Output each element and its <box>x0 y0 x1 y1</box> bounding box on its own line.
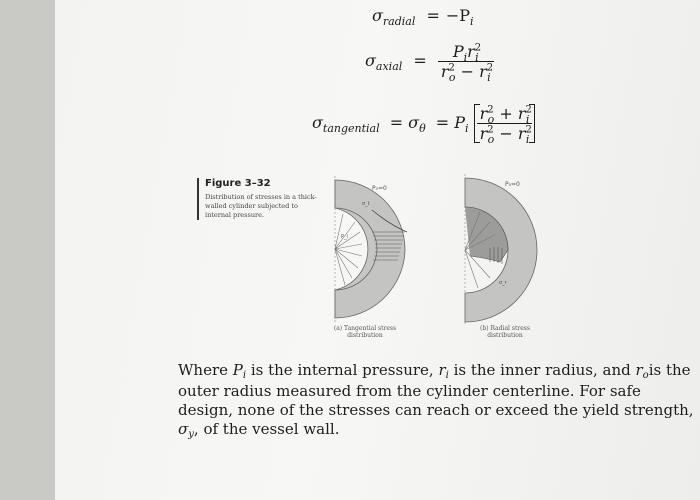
right-subcaption: (b) Radial stress distribution <box>480 325 530 339</box>
sigma-symbol: σ <box>365 51 376 70</box>
left-pi-tag: P_i <box>341 234 348 240</box>
text-run: is the internal pressure, <box>246 361 439 379</box>
exponent: 2 <box>525 124 532 136</box>
P-symbol: P <box>454 113 465 132</box>
sigma-symbol: σ <box>178 420 189 438</box>
right-cylinder-diagram <box>465 174 537 326</box>
left-subcaption: (a) Tangential stress distribution <box>333 325 397 339</box>
subscript: i <box>464 122 469 135</box>
r-symbol: r <box>479 62 487 81</box>
r-symbol: r <box>517 124 526 143</box>
r-symbol: r <box>479 104 488 123</box>
subscript: o <box>448 71 456 84</box>
r-symbol: r <box>517 104 526 123</box>
exponent: 2 <box>525 104 532 116</box>
minus-sign: − <box>499 124 513 143</box>
plus-sign: + <box>499 104 513 123</box>
exponent: 2 <box>474 42 482 54</box>
subscript: i <box>470 15 474 28</box>
pressure-arrows <box>335 214 362 285</box>
subscript: i <box>463 51 468 64</box>
subscript: i <box>525 133 530 146</box>
left-po-tag: P₀=0 <box>372 185 387 192</box>
r-symbol: r <box>438 361 446 379</box>
text-run: is the inner radius, and <box>448 361 636 379</box>
figure-title: Figure 3–32 <box>205 178 271 189</box>
right-po-tag: P₀=0 <box>505 181 520 188</box>
subscript: o <box>642 370 649 381</box>
r-symbol: r <box>479 124 488 143</box>
exponent: 2 <box>448 62 455 74</box>
equals-sign: = <box>435 113 450 132</box>
right-sigma-tag: σ_r <box>499 280 507 286</box>
exponent: 2 <box>487 104 494 116</box>
subscript: i <box>525 113 530 126</box>
subscript: axial <box>375 60 403 73</box>
text-run: , of the vessel wall. <box>193 420 340 438</box>
exponent: 2 <box>487 124 494 136</box>
left-sigma-tag: σ_t <box>362 201 370 207</box>
subscript: o <box>487 113 495 126</box>
r-symbol: r <box>635 361 643 379</box>
subscript: o <box>487 133 495 146</box>
exponent: 2 <box>486 62 494 74</box>
P-symbol: P <box>232 361 243 379</box>
r-symbol: r <box>440 62 449 81</box>
r-symbol: r <box>467 42 475 61</box>
equals-sign: = <box>426 6 440 25</box>
rhs-term: −P <box>445 6 471 25</box>
P-symbol: P <box>452 42 464 61</box>
equals-sign: = <box>389 113 404 132</box>
figure-caption: Distribution of stresses in a thick-walled cylinder subjected to internal pressure. <box>205 193 317 219</box>
subscript: i <box>487 71 491 84</box>
text-run: is the outer radius measured from the cylinder centerline. For safe design, none of the stresses can reach or exceed the yield strength, <box>178 361 694 419</box>
sigma-symbol: σ <box>408 113 420 132</box>
sigma-symbol: σ <box>372 6 383 25</box>
minus-sign: − <box>460 62 475 81</box>
body-paragraph <box>178 361 698 441</box>
subscript: radial <box>382 15 416 28</box>
sigma-symbol: σ <box>312 113 323 132</box>
text-run: Where <box>178 361 233 379</box>
left-cylinder-diagram <box>332 176 407 322</box>
subscript: tangential <box>322 122 380 135</box>
subscript: θ <box>419 122 426 135</box>
subscript: y <box>188 429 194 440</box>
equals-sign: = <box>413 51 427 70</box>
subscript: i <box>475 51 479 64</box>
subscript: i <box>242 370 247 381</box>
subscript: i <box>445 370 449 381</box>
